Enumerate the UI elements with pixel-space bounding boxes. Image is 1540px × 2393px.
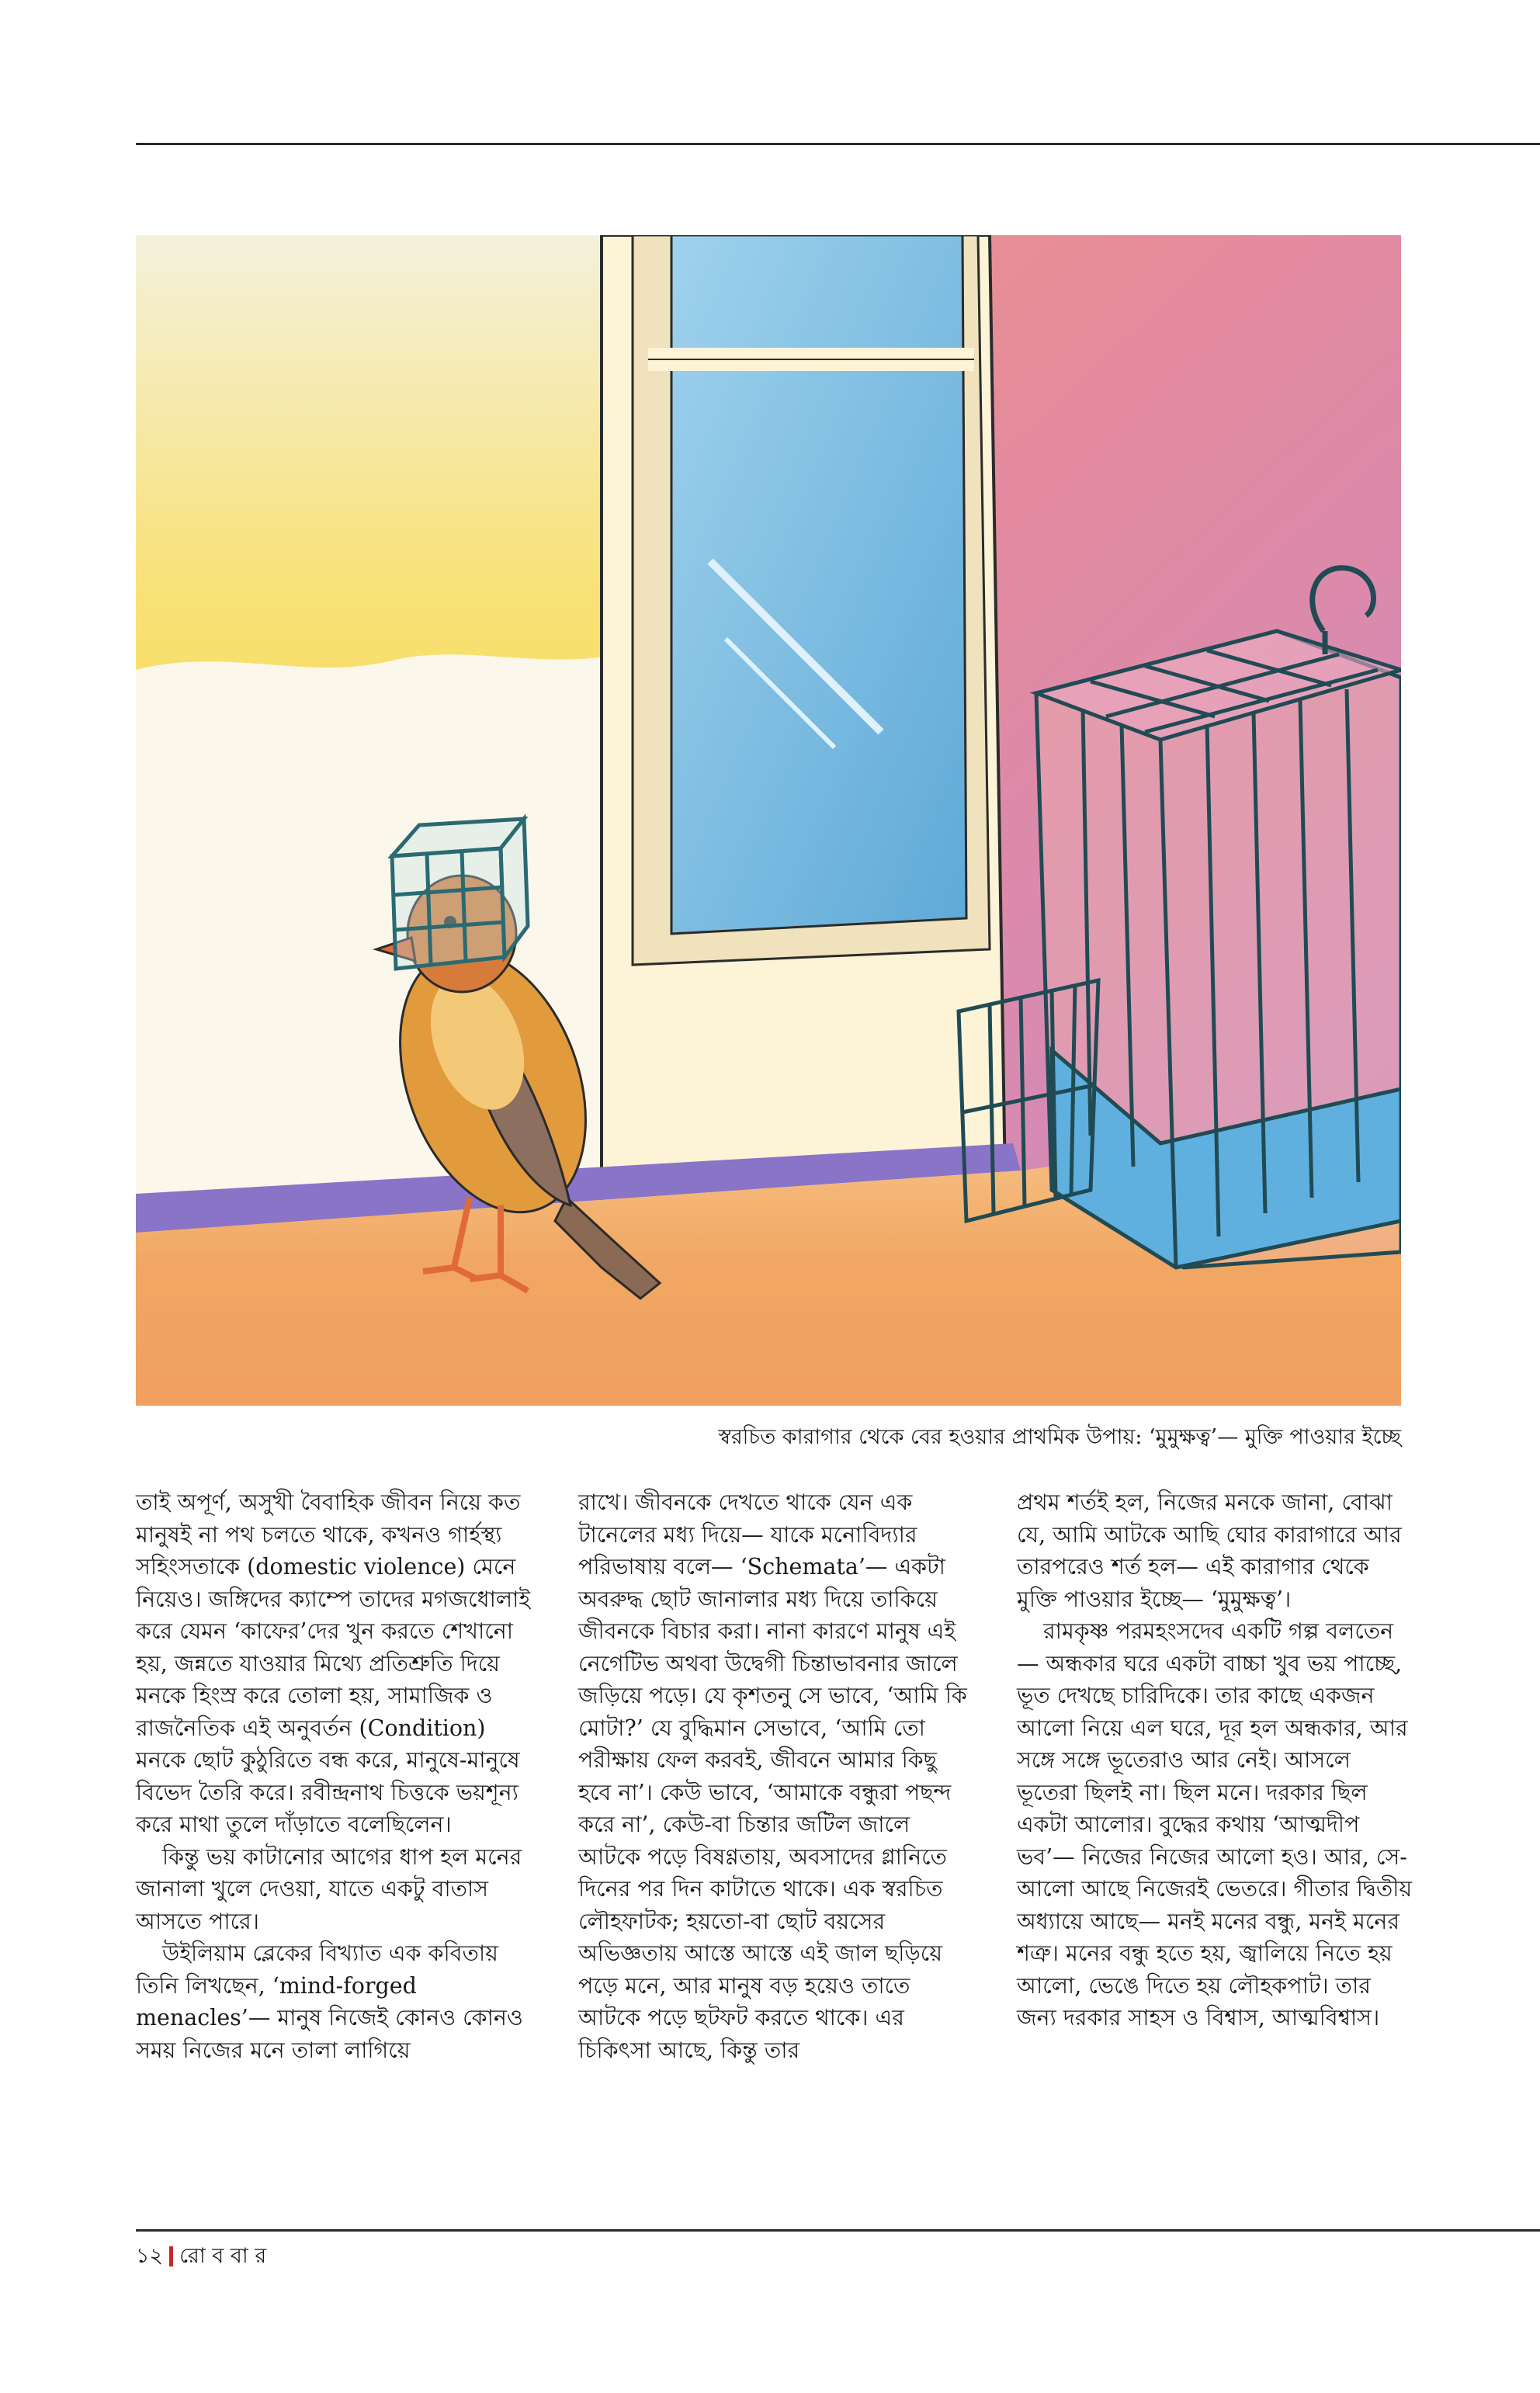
paragraph: কিন্তু ভয় কাটানোর আগের ধাপ হল মনের জানালা খুলে দেওয়া, যাতে একটু বাতাস আসতে পারে। [136,1843,522,1934]
page-number: ১২ [136,2244,164,2268]
top-rule [136,143,1540,145]
paragraph: তাই অপূর্ণ, অসুখী বৈবাহিক জীবন নিয়ে কত মানুষই না পথ চলতে থাকে, কখনও গার্হস্থ্য সহিংসতাকে (domestic violence) মেনে নিয়েও। জঙ্গিদের ক্যাম্পে তাদের মগজধোলাই করে যেমন ‘কাফের’দের খুন করতে শেখানো হয়, জন্নতে যাওয়ার মিথ্যে প্রতিশ্রুতি দিয়ে মনকে হিংস্র করে তোলা হয়, সামাজিক ও রাজনৈতিক এই অনুবর্তন (Condition) মনকে ছোট কুঠুরিতে বন্ধ করে, মানুষে-মানুষে বিভেদ তৈরি করে। রবীন্দ্রনাথ চিত্তকে ভয়শূন্য করে মাথা তুলে দাঁড়াতে বলেছিলেন। [136,1490,531,1837]
publication-name: রো ব বা র [179,2244,267,2268]
paragraph: প্রথম শর্তই হল, নিজের মনকে জানা, বোঝা যে, আমি আটকে আছি ঘোর কারাগারে আর তারপরেও শর্ত হল— এই কারাগার থেকে মুক্তি পাওয়ার ইচ্ছে— ‘মুমুক্ষত্ব’। [1017,1490,1402,1612]
paragraph: উইলিয়াম ব্লেকের বিখ্যাত এক কবিতায় তিনি লিখছেন, ‘mind-forged menacles’— মানুষ নিজেই কোনও কোনও সময় নিজের মনে তালা লাগিয়ে [136,1940,523,2063]
text-column-2 [578,1486,974,2177]
illustration-caption: স্বরচিত কারাগার থেকে বের হওয়ার প্রাথমিক উপায়: ‘মুমুক্ষত্ব’— মুক্তি পাওয়ার ইচ্ছে [718,1425,1401,1449]
text-column-3 [1017,1486,1413,2177]
bottom-rule [136,2229,1540,2232]
illustration-artwork [136,235,1401,1406]
illustration-bird-cage [136,235,1401,1406]
folio [136,2241,266,2272]
folio-divider [169,2246,173,2266]
text-column-1 [136,1486,532,2177]
paragraph: রামকৃষ্ণ পরমহংসদেব একটি গল্প বলতেন— অন্ধকার ঘরে একটা বাচ্চা খুব ভয় পাচ্ছে, ভূত দেখছে চারিদিকে। তার কাছে একজন আলো নিয়ে এল ঘরে, দূর হল অন্ধকার, আর সঙ্গে সঙ্গে ভূতেরাও আর নেই। আসলে ভূতেরা ছিলই না। ছিল মনে। দরকার ছিল একটা আলোর। বুদ্ধের কথায় ‘আত্মদীপ ভব’— নিজের নিজের আলো হও। আর, সে-আলো আছে নিজেরই ভেতরে। গীতার দ্বিতীয় অধ্যায়ে আছে— মনই মনের বন্ধু, মনই মনের শত্রু। মনের বন্ধু হতে হয়, জ্বালিয়ে নিতে হয় আলো, ভেঙে দিতে হয় লৌহকপাট। তার জন্য দরকার সাহস ও বিশ্বাস, আত্মবিশ্বাস। [1017,1618,1413,2031]
paragraph: রাখে। জীবনকে দেখতে থাকে যেন এক টানেলের মধ্য দিয়ে— যাকে মনোবিদ্যার পরিভাষায় বলে— ‘Schemata’— একটা অবরুদ্ধ ছোট জানালার মধ্য দিয়ে তাকিয়ে জীবনকে বিচার করা। নানা কারণে মানুষ এই নেগেটিভ অথবা উদ্বেগী চিন্তাভাবনার জালে জড়িয়ে পড়ে। যে কৃশতনু সে ভাবে, ‘আমি কি মোটা?’ যে বুদ্ধিমান সেভাবে, ‘আমি তো পরীক্ষায় ফেল করবই, জীবনে আমার কিছু হবে না’। কেউ ভাবে, ‘আমাকে বন্ধুরা পছন্দ করে না’, কেউ-বা চিন্তার জটিল জালে আটকে পড়ে বিষণ্ণতায়, অবসাদের গ্লানিতে দিনের পর দিন কাটাতে থাকে। এক স্বরচিত লৌহফাটক; হয়তো-বা ছোট বয়সের অভিজ্ঞতায় আস্তে আস্তে এই জাল ছড়িয়ে পড়ে মনে, আর মানুষ বড় হয়েও তাতে আটকে পড়ে ছটফট করতে থাকে। এর চিকিৎসা আছে, কিন্তু তার [578,1490,967,2063]
